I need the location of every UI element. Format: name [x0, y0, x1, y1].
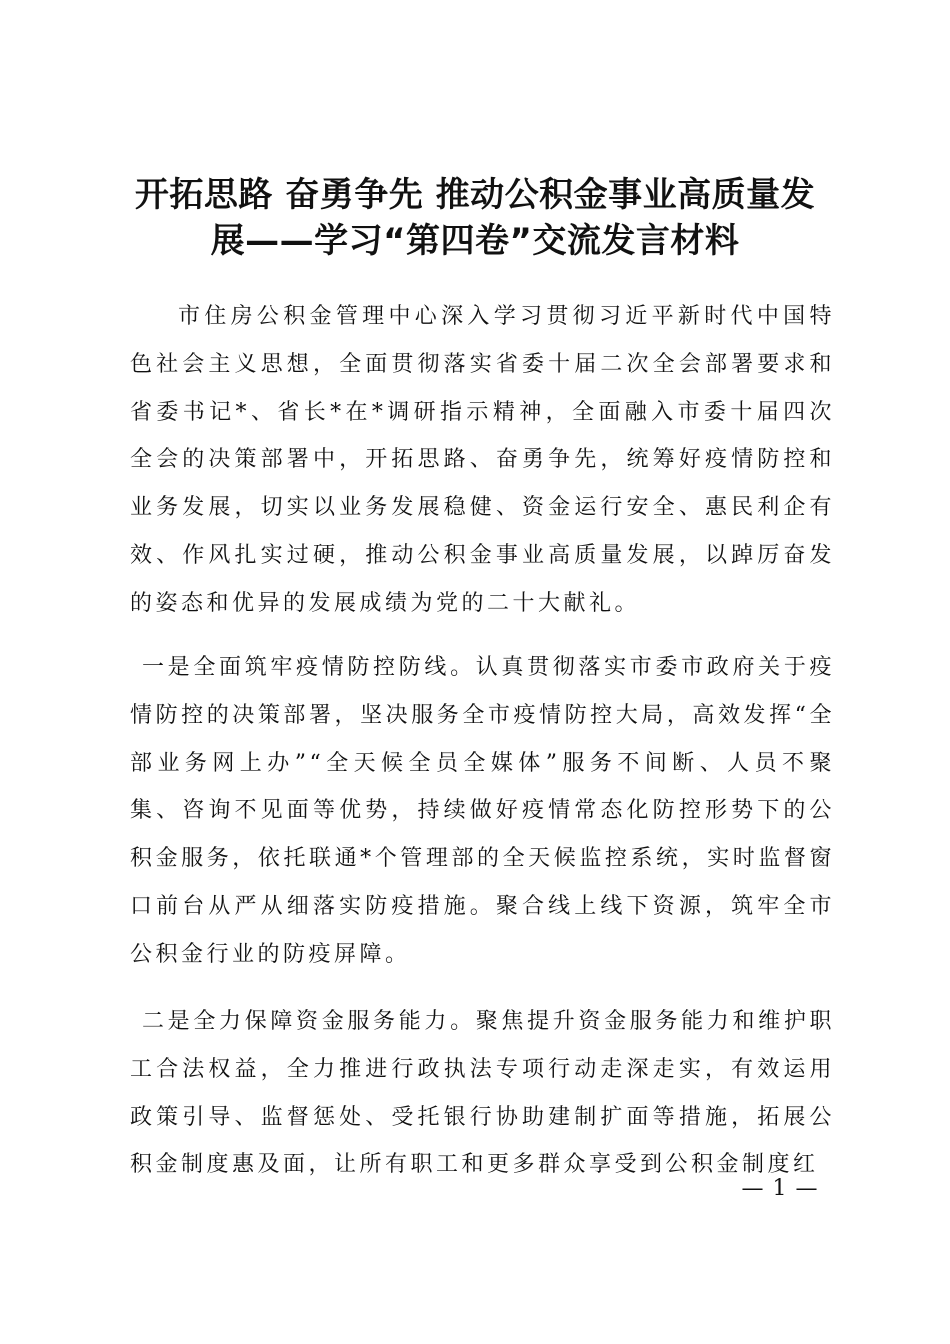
- page-number: — 1 —: [741, 1176, 819, 1201]
- title-line-1: 开拓思路 奋勇争先 推动公积金事业高质量发: [134, 175, 816, 215]
- paragraph-intro: 市住房公积金管理中心深入学习贯彻习近平新时代中国特色社会主义思想，全面贯彻落实省委十届二次全会部署要求和省委书记*、省长*在*调研指示精神，全面融入市委十届四次全会的决策部署中，开拓思路、奋勇争先，统筹好疫情防控和业务发展，切实以业务发展稳健、资金运行安全、惠民利企有效、作风扎实过硬，推动公积金事业高质量发展，以踔厉奋发的姿态和优异的发展成绩为党的二十大献礼。: [130, 304, 835, 616]
- paragraph-fund-service: 二是全力保障资金服务能力。聚焦提升资金服务能力和维护职工合法权益，全力推进行政执法专项行动走深走实，有效运用政策引导、监督惩处、受托银行协助建制扩面等措施，拓展公积金制度惠及面，让所有职工和更多群众享受到公积金制度红: [130, 1009, 835, 1178]
- title-line-2: 展——学习“第四卷”交流发言材料: [210, 221, 740, 261]
- paragraph-epidemic-prevention: 一是全面筑牢疫情防控防线。认真贯彻落实市委市政府关于疫情防控的决策部署，坚决服务全市疫情防控大局，高效发挥“全部业务网上办”“全天候全员全媒体”服务不间断、人员不聚集、咨询不见面等优势，持续做好疫情常态化防控形势下的公积金服务，依托联通*个管理部的全天候监控系统，实时监督窗口前台从严从细落实防疫措施。聚合线上线下资源，筑牢全市公积金行业的防疫屏障。: [130, 655, 835, 967]
- document-title: [100, 172, 850, 264]
